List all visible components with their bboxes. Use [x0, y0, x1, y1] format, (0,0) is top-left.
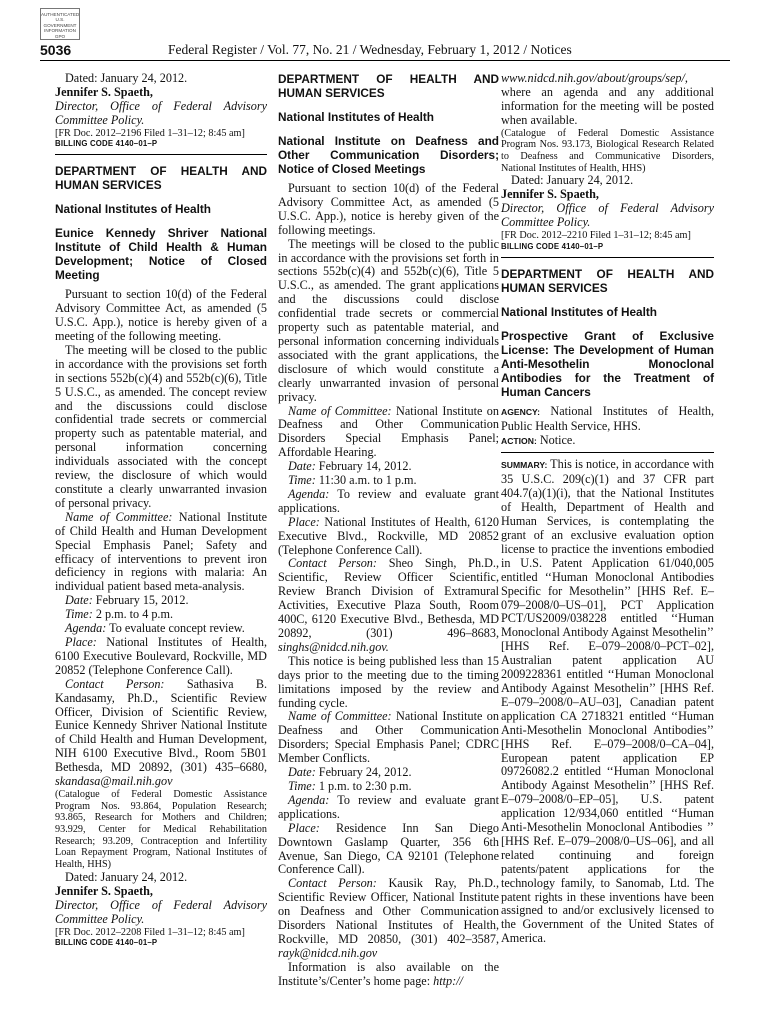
section-divider: [55, 154, 267, 155]
committee-name: Name of Committee: National Institute on Deafness and Other Communication Disorders Special Emphasis Panel; Affordable Hearing.: [278, 403, 499, 460]
signer-title: Director, Office of Federal Advisory Committee Policy.: [55, 897, 267, 926]
fr-doc-line: [FR Doc. 2012–2210 Filed 1–31–12; 8:45 am]: [501, 230, 691, 242]
homepage-link[interactable]: www.nidcd.nih.gov/about/groups/sep/,: [501, 71, 688, 85]
action-line: ACTION: Notice.: [501, 432, 576, 447]
notice-paragraph: Pursuant to section 10(d) of the Federal Advisory Committee Act, as amended (5 U.S.C. App.), notice is hereby given of a meeting of the following meeting.: [55, 287, 267, 344]
meeting-date: Date: February 15, 2012.: [65, 593, 189, 608]
dated-line: Dated: January 24, 2012.: [511, 173, 634, 188]
section-divider: [501, 257, 714, 258]
column-1: [55, 72, 267, 948]
section-divider: [501, 452, 714, 453]
fr-doc-line: [FR Doc. 2012–2196 Filed 1–31–12; 8:45 am]: [55, 127, 245, 139]
column-2: [278, 72, 499, 989]
meeting-place: Place: National Institutes of Health, 6120 Executive Blvd., Rockville, MD 20852 (Telephone Conference Call).: [278, 514, 499, 557]
meeting-place: Place: National Institutes of Health, 6100 Executive Boulevard, Rockville, MD 20852 (Telephone Conference Call).: [55, 634, 268, 677]
meeting-time: Time: 11:30 a.m. to 1 p.m.: [288, 473, 417, 488]
notice-paragraph: The meetings will be closed to the public in accordance with the provisions set forth in sections 552b(c)(4) and 552b(c)(6), Title 5 U.S.C., as amended. The grant applications and the discussions could disclose confidential trade secrets or commercial property such as patentable material, and personal information concerning individuals associated with the grant applications, the disclosure of which would constitute a clearly unwarranted invasion of personal privacy.: [278, 236, 499, 404]
meeting-place: Place: Residence Inn San Diego Downtown Gaslamp Quarter, 356 6th Avenue, San Diego, CA 92101 (Telephone Conference Call).: [278, 820, 499, 877]
contact-person: Contact Person: Kausik Ray, Ph.D., Scientific Review Officer, National Institute on Deafness and Other Communication Disorders National Institutes of Health, Rockville, MD 20850, (301) 402–3587, rayk@nidcd.nih.gov: [278, 876, 500, 960]
signer-title: Director, Office of Federal Advisory Committee Policy.: [55, 98, 267, 127]
meeting-time: Time: 1 p.m. to 2:30 p.m.: [288, 778, 412, 793]
agency-line: AGENCY: National Institutes of Health, Public Health Service, HHS.: [501, 403, 715, 433]
catalogue-note: (Catalogue of Federal Domestic Assistance Program Nos. 93.173, Biological Research Related to Deafness and Communicative Disorders, National Institutes of Health, HHS): [501, 127, 714, 174]
department-heading: DEPARTMENT OF HEALTH AND HUMAN SERVICES: [278, 72, 499, 100]
agency-heading: National Institutes of Health: [278, 110, 434, 124]
agency-heading: National Institutes of Health: [501, 304, 657, 319]
page-number: 5036: [40, 42, 72, 58]
fr-doc-line: [FR Doc. 2012–2208 Filed 1–31–12; 8:45 am]: [55, 926, 245, 938]
signer-name: Jennifer S. Spaeth,: [55, 84, 153, 99]
contact-person: Contact Person: Sathasiva B. Kandasamy, Ph.D., Scientific Review Officer, Division of Scientific Review, Eunice Kennedy Shriver National Institute of Child Health and Human Development, NIH 6100 Executive Blvd., Room 5B01 Bethesda, MD 20892, (301) 435–6680, skandasa@mail.nih.gov: [55, 676, 268, 789]
info-paragraph: Information is also available on the Institute’s/Center’s home page: http://: [278, 959, 499, 988]
department-heading: DEPARTMENT OF HEALTH AND HUMAN SERVICES: [501, 266, 714, 295]
signer-name: Jennifer S. Spaeth,: [501, 187, 599, 202]
dated-line: Dated: January 24, 2012.: [65, 71, 188, 85]
page-header: [40, 42, 730, 61]
info-paragraph-continued: www.nidcd.nih.gov/about/groups/sep/, where an agenda and any additional information for the meeting will be posted when available.: [501, 71, 714, 127]
agency-heading: National Institutes of Health: [55, 202, 211, 217]
meeting-date: Date: February 24, 2012.: [288, 765, 412, 780]
notice-paragraph: The meeting will be closed to the public in accordance with the provisions set forth in sections 552b(c)(4) and 552b(c)(6), Title 5 U.S.C., as amended. The concept review and the discussions could disclose confidential trade secrets or commercial property such as patentable material, and personal information concerning individuals associated with the concept review, the disclosure of which would constitute a clearly unwarranted invasion of personal privacy.: [55, 342, 267, 510]
contact-person: Contact Person: Sheo Singh, Ph.D., Scientific, Review Officer Scientific, Review Branch Division of Extramural Activities, Executive Plaza South, Room 400C, 6120 Executive Blvd., Bethesda, MD 20892, (301) 496–8683, singhs@nidcd.nih.gov.: [278, 556, 499, 654]
billing-code: BILLING CODE 4140–01–P: [501, 241, 604, 251]
homepage-link[interactable]: http://: [433, 973, 463, 988]
meeting-date: Date: February 14, 2012.: [288, 459, 412, 474]
notice-title: Prospective Grant of Exclusive License: The Development of Human Anti-Mesothelin Monoclonal Antibodies for the Treatment of Human Cancers: [501, 328, 714, 399]
meeting-agenda: Agenda: To review and evaluate grant applications.: [278, 792, 499, 821]
running-head: Federal Register / Vol. 77, No. 21 / Wednesday, February 1, 2012 / Notices: [168, 42, 572, 57]
meeting-agenda: Agenda: To review and evaluate grant applications.: [278, 486, 499, 515]
summary-paragraph: SUMMARY: This is notice, in accordance with 35 U.S.C. 209(c)(1) and 37 CFR part 404.7(a)(1)(i), that the National Institutes of Health, Department of Health and Human Services, is contemplating the grant of an exclusive evaluation option license to practice the inventions embodied in U.S. Patent Application 61/040,005 entitled ‘‘Human Monoclonal Antibodies Specific for Mesothelin’’ [HHS Ref. E–079–2008/0–US–01], PCT Application PCT/US2009/038228 entitled ‘‘Human Monoclonal Antibody Against Mesothelin’’ [HHS Ref. E–079–2008/0–PCT–02], Australian patent application AU 2009228361 entitled ‘‘Human Monoclonal Antibody Against Mesothelin’’ [HHS Ref. E–079–2008/0–AU–03], Canadian patent application CA 2718321 entitled ‘‘Human Anti-Mesothelin Monoclonal Antibodies’’ [HHS Ref. E–079–2008/0–CA–04], European patent application EP 09726082.2 entitled ‘‘Human Monoclonal Antibody Against Mesothelin’’ [HHS Ref. E–079–2008/0–EP–05], U.S. patent application 12/934,060 entitled ‘‘Human Anti-Mesothelin Monoclonal Antibodies ’’ [HHS Ref. E–079–2008/0–US–06], and all related continuing and foreign patents/patent applications for the technology family, to Sanomab, Ltd. The patent rights in these inventions have been assigned to and/or exclusively licensed to the Government of the United States of America.: [501, 457, 714, 946]
gpo-authentication-logo: AUTHENTICATED U.S. GOVERNMENT INFORMATION GPO: [40, 8, 80, 40]
committee-name: Name of Committee: National Institute of Child Health and Human Development Special Emphasis Panel; Safety and efficacy of interventions to prevent iron deficiency in regions with malaria: An individual patient based meta-analysis.: [55, 509, 267, 594]
billing-code: BILLING CODE 4140–01–P: [55, 938, 158, 948]
notice-paragraph: Pursuant to section 10(d) of the Federal Advisory Committee Act, as amended (5 U.S.C. App.), notice is hereby given of the following meetings.: [278, 181, 499, 237]
meeting-agenda: Agenda: To evaluate concept review.: [65, 621, 245, 636]
notice-title: National Institute on Deafness and Other Communication Disorders; Notice of Closed Meetings: [278, 134, 499, 176]
signer-name: Jennifer S. Spaeth,: [55, 883, 153, 898]
catalogue-note: (Catalogue of Federal Domestic Assistance Program Nos. 93.864, Population Research; 93.865, Research for Mothers and Children; 93.929, Center for Medical Rehabilitation Research; 93.209, Contraception and Infertility Loan Repayment Program, National Institutes of Health, HHS): [55, 788, 267, 871]
meeting-time: Time: 2 p.m. to 4 p.m.: [65, 607, 174, 622]
department-heading: DEPARTMENT OF HEALTH AND HUMAN SERVICES: [55, 164, 267, 193]
notice-title: Eunice Kennedy Shriver National Institute of Child Health & Human Development; Notice of Closed Meeting: [55, 226, 267, 283]
short-notice-paragraph: This notice is being published less than 15 days prior to the meeting due to the timing limitations imposed by the review and funding cycle.: [278, 653, 499, 710]
column-3: [501, 72, 714, 946]
dated-line: Dated: January 24, 2012.: [65, 869, 188, 884]
signer-title: Director, Office of Federal Advisory Committee Policy.: [501, 201, 714, 230]
billing-code: BILLING CODE 4140–01–P: [55, 139, 158, 149]
committee-name: Name of Committee: National Institute on Deafness and Other Communication Disorders; Special Emphasis Panel; CDRC Member Conflicts.: [278, 709, 499, 766]
